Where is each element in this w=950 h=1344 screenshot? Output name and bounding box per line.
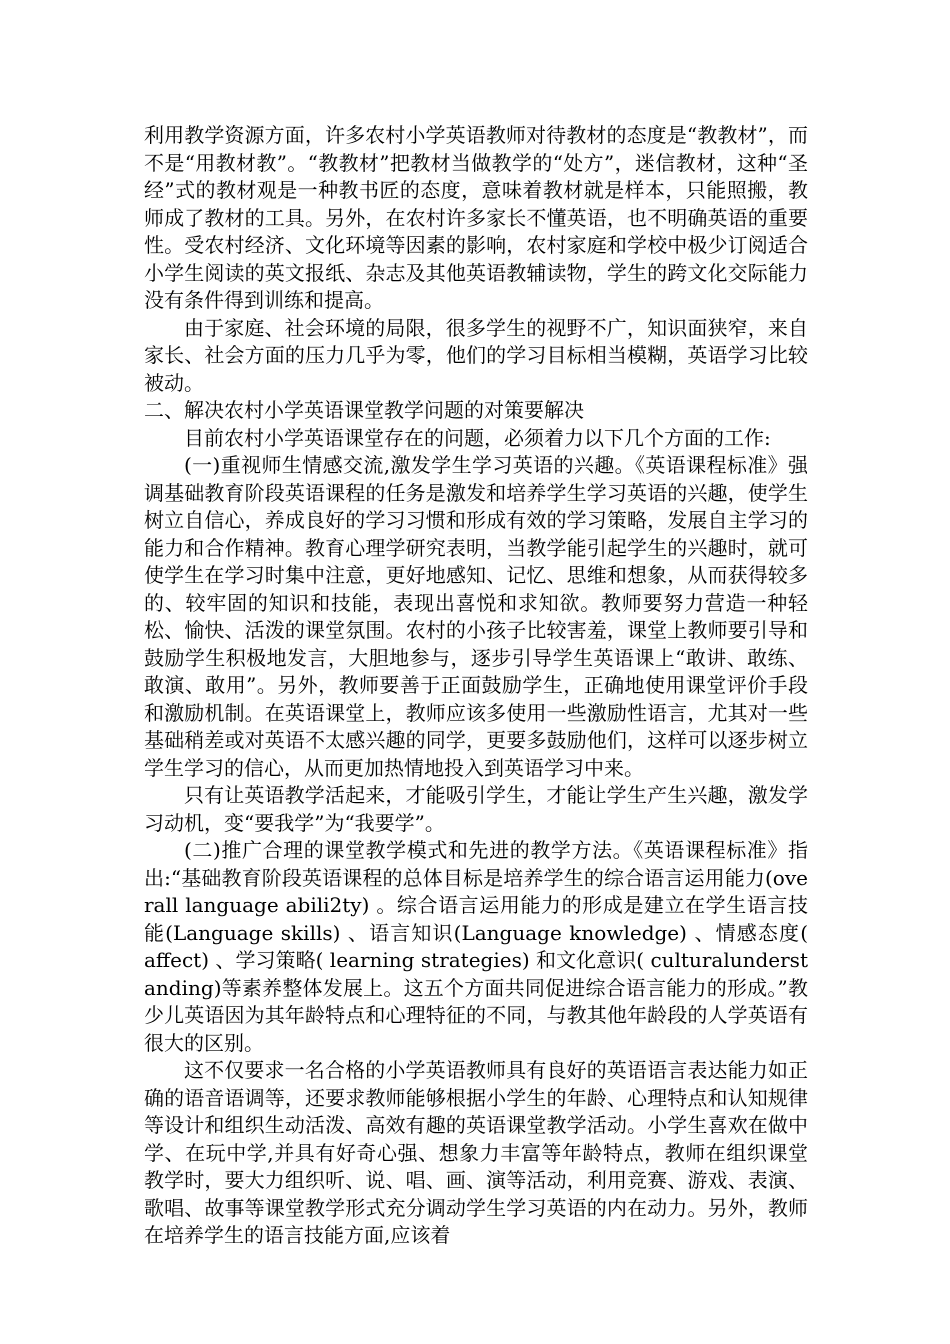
section-heading-strategies: 二、解决农村小学英语课堂教学问题的对策要解决 — [144, 398, 584, 422]
paragraph-family-environment: 由于家庭、社会环境的局限，很多学生的视野不广，知识面狭窄，来自家长、社会方面的压力几乎为零，他们的学习目标相当模糊，英语学习比较被动。 — [144, 315, 808, 395]
paragraph-emotional-exchange: (一)重视师生情感交流,激发学生学习英语的兴趣。《英语课程标准》强调基础教育阶段英语课程的任务是激发和培养学生学习英语的兴趣，使学生树立自信心，养成良好的学习习惯和形成有效的学习策略，发展自主学习的能力和合作精神。教育心理学研究表明，当教学能引起学生的兴趣时，就可使学生在学习时集中注意，更好地感知、记忆、思维和想象，从而获得较多的、较牢固的知识和技能，表现出喜悦和求知欲。教师要努力营造一种轻松、愉快、活泼的课堂氛围。农村的小孩子比较害羞，课堂上教师要引导和鼓励学生积极地发言，大胆地参与，逐步引导学生英语课上“敢讲、敢练、敢演、敢用”。另外，教师要善于正面鼓励学生，正确地使用课堂评价手段和激励机制。在英语课堂上，教师应该多使用一些激励性语言，尤其对一些基础稍差或对英语不太感兴趣的同学，更要多鼓励他们，这样可以逐步树立学生学习的信心，从而更加热情地投入到英语学习中来。 — [144, 453, 808, 780]
document-page — [144, 122, 808, 1250]
paragraph-teaching-methods: (二)推广合理的课堂教学模式和先进的教学方法。《英语课程标准》指出:“基础教育阶段英语课程的总体目标是培养学生的综合语言运用能力(overall language abili2ty) 。综合语言运用能力的形成是建立在学生语言技能(Language skills) 、语言知识(Language knowledge) 、情感态度( affect) 、学习策略( learning strategies) 和文化意识( culturalunderstanding)等素养整体发展上。这五个方面共同促进综合语言能力的形成。”教少儿英语因为其年龄特点和心理特征的不同，与教其他年龄段的人学英语有很大的区别。 — [144, 838, 808, 1055]
paragraph-resource-usage: 利用教学资源方面，许多农村小学英语教师对待教材的态度是“教教材”，而不是“用教材教”。“教教材”把教材当做教学的“处方”，迷信教材，这种“圣经”式的教材观是一种教书匠的态度，意味着教材就是样本，只能照搬，教师成了教材的工具。另外，在农村许多家长不懂英语，也不明确英语的重要性。受农村经济、文化环境等因素的影响，农村家庭和学校中极少订阅适合小学生阅读的英文报纸、杂志及其他英语教辅读物，学生的跨文化交际能力没有条件得到训练和提高。 — [144, 123, 808, 312]
paragraph-motivation: 只有让英语教学活起来，才能吸引学生，才能让学生产生兴趣，激发学习动机，变“要我学”为“我要学”。 — [144, 783, 808, 835]
paragraph-current-issues: 目前农村小学英语课堂存在的问题，必须着力以下几个方面的工作: — [184, 425, 771, 450]
paragraph-teacher-requirements: 这不仅要求一名合格的小学英语教师具有良好的英语语言表达能力如正确的语音语调等，还要求教师能够根据小学生的年龄、心理特点和认知规律等设计和组织生动活泼、高效有趣的英语课堂教学活动。小学生喜欢在做中学、在玩中学,并具有好奇心强、想象力丰富等年龄特点，教师在组织课堂教学时，要大力组织听、说、唱、画、演等活动，利用竞赛、游戏、表演、歌唱、故事等课堂教学形式充分调动学生学习英语的内在动力。另外，教师在培养学生的语言技能方面,应该着 — [144, 1058, 808, 1247]
